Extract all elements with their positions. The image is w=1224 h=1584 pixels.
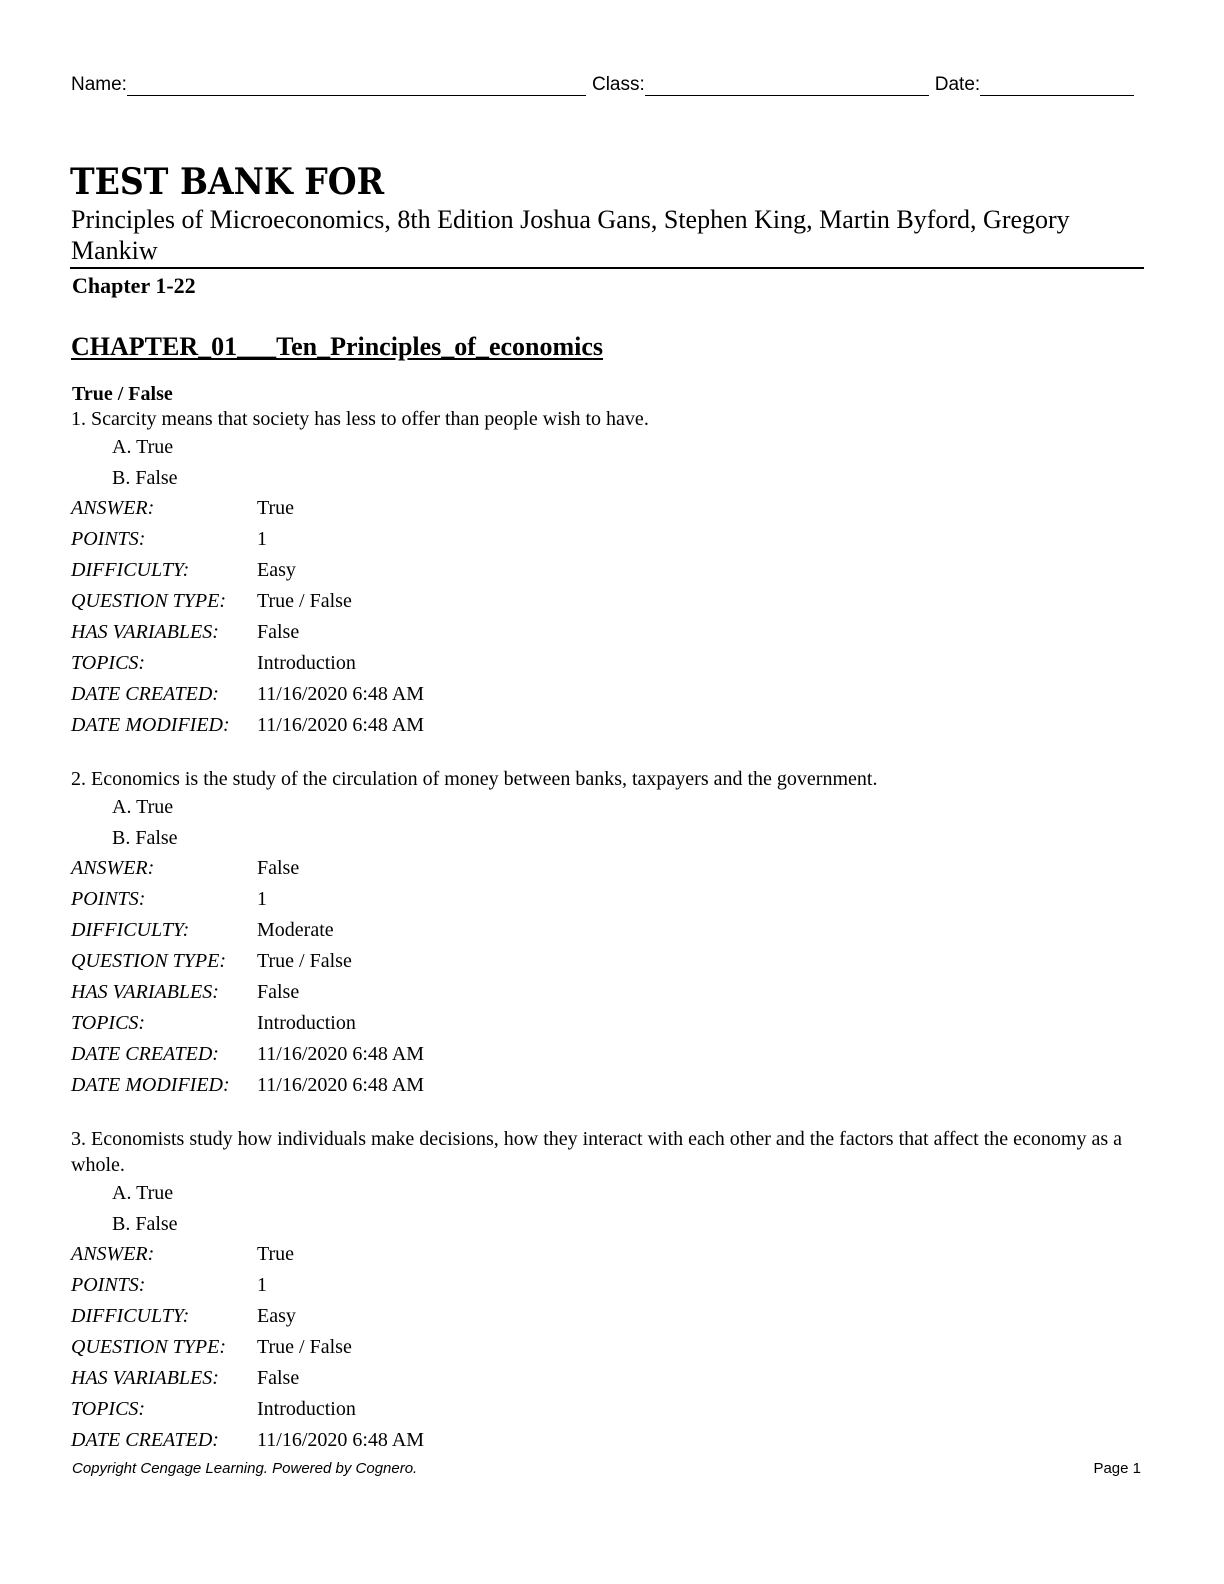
option-a: A. True — [112, 1182, 174, 1204]
meta-value: True / False — [257, 950, 352, 972]
meta-row — [71, 946, 1146, 977]
meta-value: Moderate — [257, 919, 334, 941]
meta-key: ANSWER: — [71, 857, 155, 879]
meta-row — [71, 853, 1146, 884]
meta-row — [71, 1425, 1146, 1456]
name-label: Name: — [71, 74, 127, 95]
chapter-heading: CHAPTER_01___Ten_Principles_of_economics — [71, 332, 604, 361]
meta-value: Easy — [257, 559, 296, 581]
meta-row — [71, 1394, 1146, 1425]
meta-key: QUESTION TYPE: — [71, 1336, 227, 1358]
meta-value: False — [257, 857, 300, 879]
meta-key: DATE MODIFIED: — [71, 714, 230, 736]
question-text: 3. Economists study how individuals make decisions, how they interact with each other and the factors that affect the economy as a whole. — [71, 1128, 1123, 1176]
meta-value: Easy — [257, 1305, 296, 1327]
meta-row — [71, 1270, 1146, 1301]
meta-row — [71, 1301, 1146, 1332]
meta-key: DATE MODIFIED: — [71, 1074, 230, 1096]
date-field[interactable] — [980, 73, 1134, 96]
option-b: B. False — [112, 1212, 178, 1235]
meta-key: POINTS: — [71, 888, 146, 910]
class-field[interactable] — [645, 73, 929, 96]
page-title: TEST BANK FOR — [70, 161, 385, 203]
question-text: 1. Scarcity means that society has less to offer than people wish to have. — [71, 408, 649, 430]
meta-value: Introduction — [257, 652, 356, 674]
meta-value: True / False — [257, 1336, 352, 1358]
meta-value: 11/16/2020 6:48 AM — [257, 714, 425, 736]
meta-row — [71, 710, 1146, 741]
meta-row — [71, 493, 1146, 524]
title-divider — [70, 267, 1144, 269]
meta-value: 1 — [257, 1274, 267, 1296]
meta-row — [71, 617, 1146, 648]
option-a: A. True — [112, 436, 174, 458]
meta-key: DIFFICULTY: — [71, 919, 190, 941]
meta-value: Introduction — [257, 1398, 356, 1420]
meta-row — [71, 1039, 1146, 1070]
meta-key: HAS VARIABLES: — [71, 621, 219, 643]
question-1 — [71, 406, 1146, 741]
question-3 — [71, 1126, 1146, 1456]
meta-row — [71, 648, 1146, 679]
date-label: Date: — [934, 74, 981, 95]
option-a: A. True — [112, 796, 174, 818]
meta-key: DATE CREATED: — [71, 1043, 219, 1065]
meta-row — [71, 679, 1146, 710]
book-subtitle: Principles of Microeconomics, 8th Edition Joshua Gans, Stephen King, Martin Byford, Gregory Mankiw — [71, 205, 1070, 265]
copyright-notice: Copyright Cengage Learning. Powered by Cognero. — [72, 1460, 418, 1477]
meta-key: POINTS: — [71, 1274, 146, 1296]
meta-row — [71, 524, 1146, 555]
option-b: B. False — [112, 826, 178, 849]
meta-row — [71, 555, 1146, 586]
meta-value: True / False — [257, 590, 352, 612]
question-2 — [71, 766, 1146, 1101]
meta-key: POINTS: — [71, 528, 146, 550]
meta-key: ANSWER: — [71, 497, 155, 519]
meta-row — [71, 1363, 1146, 1394]
meta-key: ANSWER: — [71, 1243, 155, 1265]
meta-key: HAS VARIABLES: — [71, 981, 219, 1003]
meta-key: QUESTION TYPE: — [71, 950, 227, 972]
meta-row — [71, 1008, 1146, 1039]
meta-key: TOPICS: — [71, 1012, 146, 1034]
page-footer — [72, 1460, 1141, 1477]
option-b: B. False — [112, 466, 178, 489]
meta-value: False — [257, 621, 300, 643]
meta-value: 1 — [257, 528, 267, 550]
name-field[interactable] — [127, 73, 586, 96]
meta-key: DIFFICULTY: — [71, 1305, 190, 1327]
meta-row — [71, 977, 1146, 1008]
class-label: Class: — [591, 74, 645, 95]
student-info-header — [71, 70, 1141, 96]
meta-key: TOPICS: — [71, 1398, 146, 1420]
meta-value: True — [257, 497, 295, 519]
meta-key: HAS VARIABLES: — [71, 1367, 219, 1389]
question-text: 2. Economics is the study of the circulation of money between banks, taxpayers and the government. — [71, 768, 878, 790]
meta-value: False — [257, 981, 300, 1003]
meta-row — [71, 1239, 1146, 1270]
meta-key: QUESTION TYPE: — [71, 590, 227, 612]
meta-key: TOPICS: — [71, 652, 146, 674]
section-heading: True / False — [72, 383, 173, 405]
meta-row — [71, 1332, 1146, 1363]
meta-row — [71, 586, 1146, 617]
meta-row — [71, 915, 1146, 946]
meta-value: 11/16/2020 6:48 AM — [257, 683, 425, 705]
meta-value: 11/16/2020 6:48 AM — [257, 1043, 425, 1065]
meta-row — [71, 884, 1146, 915]
meta-key: DIFFICULTY: — [71, 559, 190, 581]
meta-value: 11/16/2020 6:48 AM — [257, 1074, 425, 1096]
meta-value: False — [257, 1367, 300, 1389]
chapter-range: Chapter 1-22 — [72, 273, 196, 298]
meta-row — [71, 1070, 1146, 1101]
meta-key: DATE CREATED: — [71, 1429, 219, 1451]
meta-value: 11/16/2020 6:48 AM — [257, 1429, 425, 1451]
meta-key: DATE CREATED: — [71, 683, 219, 705]
meta-value: 1 — [257, 888, 267, 910]
page-number: Page 1 — [1093, 1460, 1141, 1477]
meta-value: Introduction — [257, 1012, 356, 1034]
meta-value: True — [257, 1243, 295, 1265]
